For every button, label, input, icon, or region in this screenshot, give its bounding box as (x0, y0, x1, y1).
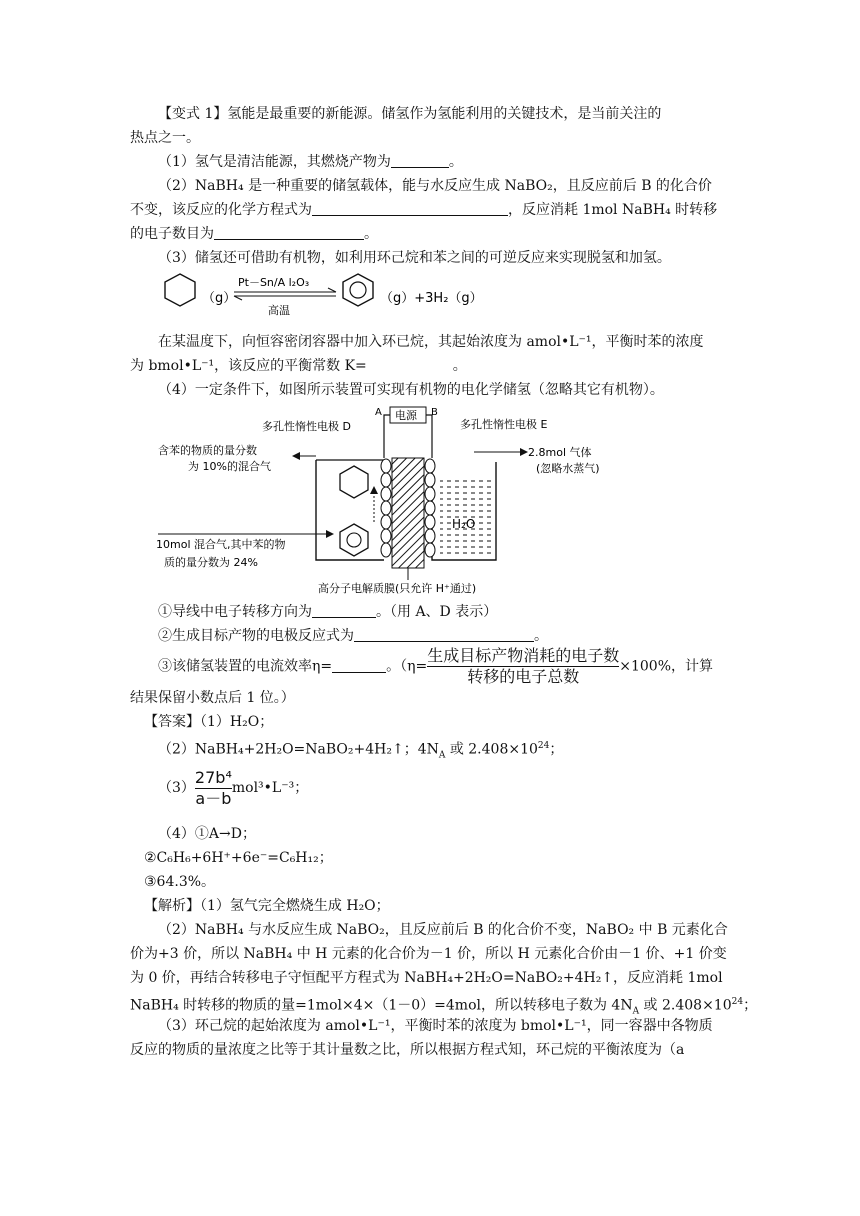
outlet-label-1: 含苯的物质的量分数 (158, 444, 257, 457)
question-4-line-1: （4）一定条件下，如图所示装置可实现有机物的电化学储氢（忽略其它有机物）。 (158, 382, 664, 398)
answer-4-3: ③64.3%。 (144, 874, 216, 890)
subscript: A (438, 750, 446, 761)
analysis-2-text: NaBH₄ 时转移的物质的量=1mol×4×（1－0）=4mol，所以转移电子数为 4N (130, 997, 633, 1014)
question-3-line-1: （3）储氢还可借助有机物，如利用环己烷和苯之间的可逆反应来实现脱氢和加氢。 (158, 250, 671, 266)
gas-note-label: (忽略水蒸气) (536, 462, 600, 475)
condition-label: 高温 (268, 304, 290, 317)
efficiency-formula-end: ×100%，计算 (619, 658, 714, 675)
phase-label: （g）+3H₂（g） (380, 291, 483, 306)
question-2-line-1: （2）NaBH₄ 是一种重要的储氢载体，能与水反应生成 NaBO₂，且反应前后 B 的化合价 (158, 178, 712, 194)
question-4-sub-2-text: ②生成目标产物的电极反应式为 (158, 628, 354, 644)
answer-2-text-mid: 或 2.408×10 (445, 741, 538, 758)
benzene-icon (340, 524, 368, 556)
question-2-line-3 (130, 224, 730, 244)
gas-out-label: 2.8mol 气体 (528, 446, 592, 459)
reaction-equation (150, 268, 520, 322)
question-3-line-3 (130, 356, 730, 376)
electrolysis-diagram (150, 400, 630, 596)
question-4-sub-1 (158, 602, 758, 622)
membrane-label: 高分子电解质膜(只允许 H⁺通过) (318, 582, 477, 595)
analysis-2-end: ； (743, 997, 758, 1014)
question-3-end: 。 (452, 358, 467, 374)
benzene-icon (343, 274, 373, 306)
question-2-text: 的电子数目为 (130, 226, 214, 242)
question-2-text: 不变，该反应的化学方程式为 (130, 202, 312, 218)
answer-blank (312, 201, 508, 216)
fraction-denominator: a－b (195, 788, 232, 808)
water-label: H₂O (452, 517, 476, 531)
question-1-end: 。 (448, 154, 463, 170)
answer-blank (312, 603, 376, 618)
intro-line-1: 【变式 1】氢能是最重要的新能源。储氢作为氢能利用的关键技术，是当前关注的 (158, 106, 662, 122)
question-1-text: （1）氢气是清洁能源，其燃烧产物为 (158, 154, 391, 170)
analysis-2-line-1: （2）NaBH₄ 与水反应生成 NaBO₂，且反应前后 B 的化合价不变，NaBO₂ 中 B 元素化合 (158, 922, 728, 938)
superscript: 24 (731, 997, 744, 1007)
question-2-text-end: ，反应消耗 1mol NaBH₄ 时转移 (508, 202, 718, 218)
fraction-numerator: 27b⁴ (194, 767, 232, 787)
answer-heading: 【答案】（1）H₂O； (144, 714, 274, 730)
electrode-e (425, 459, 435, 557)
answer-3-unit: mol³•L⁻³； (231, 780, 309, 796)
answer-4-2: ②C₆H₆+6H⁺+6e⁻=C₆H₁₂； (144, 850, 333, 866)
analysis-2-line-3: 为 0 价，再结合转移电子守恒配平方程式为 NaBH₄+2H₂O=NaBO₂+4H₂↑，反应消耗 1mol (130, 970, 723, 986)
outlet-label-2: 为 10%的混合气 (188, 460, 271, 473)
inlet-label-2: 质的量分数为 24% (164, 556, 258, 569)
terminal-a-label: A (375, 407, 382, 418)
question-2-line-2 (130, 200, 730, 220)
intro-line-2: 热点之一。 (130, 130, 200, 146)
equilibrium-constant-fraction (195, 768, 232, 809)
answer-2-end: ； (549, 741, 564, 758)
wire-b (426, 415, 432, 458)
catalyst-label: Pt－Sn/A l₂O₃ (238, 276, 310, 289)
answer-blank (332, 658, 386, 673)
analysis-3-line-1: （3）环己烷的起始浓度为 amol•L⁻¹，平衡时苯的浓度为 bmol•L⁻¹，同一容器中各物质 (158, 1018, 713, 1034)
answer-blank (391, 153, 449, 168)
inlet-label-1: 10mol 混合气,其中苯的物 (156, 538, 286, 551)
analysis-2-line-2: 价为+3 价，所以 NaBH₄ 中 H 元素的化合价为－1 价，所以 H 元素化合价由－1 价、+1 价变 (130, 946, 727, 962)
fraction-denominator: 转移的电子总数 (467, 667, 580, 686)
answer-3-text: （3） (158, 780, 195, 796)
wire-a (384, 415, 390, 458)
electrode-e-label: 多孔性惰性电极 E (460, 418, 548, 431)
question-4-sub-1-text: ①导线中电子转移方向为 (158, 604, 312, 620)
question-3-line-2: 在某温度下，向恒容密闭容器中加入环已烷，其起始浓度为 amol•L⁻¹，平衡时苯的浓度 (158, 334, 704, 350)
analysis-2-text-mid: 或 2.408×10 (639, 997, 732, 1014)
superscript: 24 (537, 741, 550, 751)
answer-2 (158, 736, 758, 765)
cyclohexane-icon (165, 274, 195, 306)
subscript: A (632, 1006, 640, 1017)
phase-label: （g） (202, 291, 237, 306)
outlet-arrow (292, 452, 300, 460)
terminal-b-label: B (431, 407, 438, 418)
answer-blank (354, 627, 534, 642)
answer-blank (214, 225, 364, 240)
question-1 (158, 152, 758, 172)
answer-2-text: （2）NaBH₄+2H₂O=NaBO₂+4H₂↑；4N (158, 741, 439, 758)
answer-4: （4）①A→D； (158, 826, 256, 842)
question-4-sub-1-end: 。（用 A、D 表示） (376, 604, 498, 620)
cyclohexane-icon (340, 466, 368, 498)
question-4-sub-2 (158, 626, 758, 646)
question-4-sub-3 (158, 646, 758, 687)
analysis-3-line-2: 反应的物质的量浓度之比等于其计量数之比，所以根据方程式知，环己烷的平衡浓度为（a (130, 1042, 685, 1058)
question-4-sub-3-text: ③该储氢装置的电流效率η= (158, 658, 333, 675)
efficiency-fraction (427, 646, 619, 687)
analysis-heading: 【解析】（1）氢气完全燃烧生成 H₂O； (144, 898, 390, 914)
efficiency-formula-start: 。（η= (386, 658, 428, 675)
power-source-label: 电源 (395, 409, 417, 422)
electrode-d-label: 多孔性惰性电极 D (262, 420, 351, 433)
question-4-sub-2-end: 。 (534, 628, 548, 644)
question-4-sub-3-line-2: 结果保留小数点后 1 位。） (130, 690, 295, 706)
question-3-text: 为 bmol•L⁻¹，该反应的平衡常数 K= (130, 358, 367, 374)
answer-3 (158, 766, 758, 810)
fraction-numerator: 生成目标产物消耗的电子数 (427, 646, 620, 665)
question-2-end: 。 (364, 226, 378, 242)
electrode-d (381, 459, 391, 557)
polymer-membrane (392, 458, 424, 568)
